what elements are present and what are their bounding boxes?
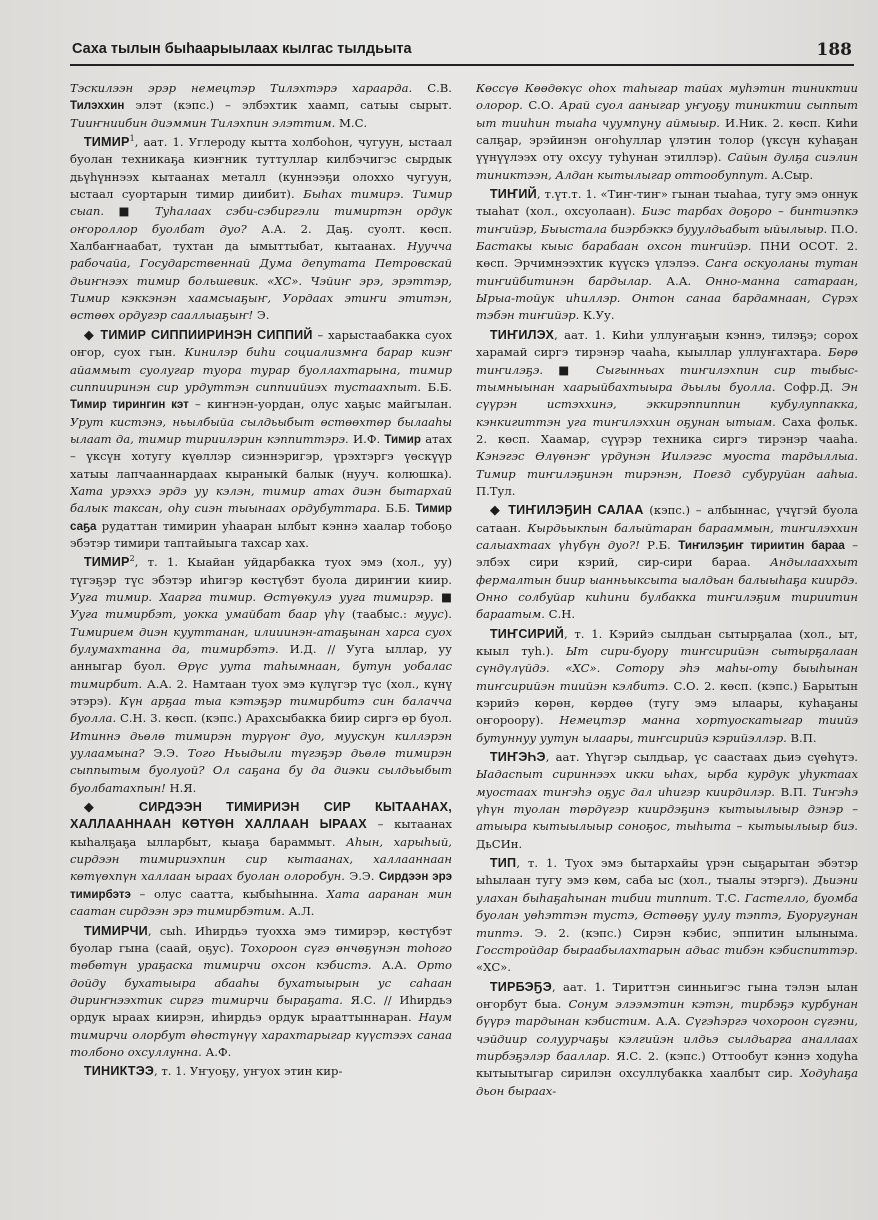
running-header (70, 38, 854, 66)
example-text: Тимирием диэн кууттанан, илииинэн-атаҕынан харса суох булумахтанна да, тимирбэтэ. (70, 624, 452, 656)
definition-text: А.А. 2. Даҕ. суолт. көсп. Халбаҥнаабат, тухтан да ымыттыбат, кытаанах. (70, 221, 452, 254)
example-text: Көссүө Көөдөкүс оһох таһыгар тайах муһэтин тиниктии олорор. (476, 81, 858, 113)
definition-text: С.В. (412, 81, 452, 95)
phrase: Тилэххин (70, 99, 125, 113)
entry-continuation (70, 80, 452, 132)
example-text: Сонум элээмэтин кэтэн, тирбэҕэ курбунан бүүрэ тардынан кэбистим. (476, 996, 858, 1029)
definition-text: Я.С. 2. (кэпс.) Оттообут кэннэ ходуһа кытыытыгар сирилэн охсуллубакка хаалбыт сир. (476, 1048, 858, 1081)
definition-text: – олус саатта, кыбыһынна. (130, 886, 327, 901)
dictionary-entry (476, 626, 858, 747)
running-title: Саха тылын быһаарыылаах кылгас тылдьыта (72, 41, 412, 57)
left-column (70, 80, 452, 1205)
dictionary-entry (70, 134, 452, 325)
definition-text: М.С. (335, 115, 368, 130)
dictionary-entry (70, 327, 452, 552)
example-text: Сайын дулҕа сиэлин тиниктээн, Алдан кытылыгар оттообуппут. (476, 150, 858, 182)
definition-text: Р.Б. (639, 537, 679, 552)
definition-text: (кэпс.) – албыннас, үчүгэй буола сатаан. (476, 503, 858, 535)
definition-text: «ХС». (476, 960, 511, 975)
definition-text: (таабыс.: (344, 607, 415, 622)
definition-text: ■ (104, 204, 155, 219)
example-text: Орто дойду бухатыыра абааһы бухатыырын ус саһаан дириҥнээхтик сиргэ тимирчи быраҕата. (70, 958, 452, 1007)
dictionary-entry (70, 1063, 452, 1080)
example-text: Тииҥниибин диэммин Тилэхпин элэттим. (70, 115, 336, 130)
definition-text: , т.үт.т. 1. «Тиҥ-тиҥ» гынан тыаһаа, тугу эмэ оннук тыаһат (хол., охсуолаан). (476, 187, 858, 219)
definition-text: Софр.Д. (775, 379, 842, 394)
definition-text: С.О. 2. көсп. (кэпс.) Барытын кэрийэ көрөн, көрдөө (тугу эмэ ылаары, куһаҕаны оҥороору). (476, 678, 858, 728)
example-text: Тиҥэһэ үһүн туолан төрдүгэр киирдэҕинэ кытыылыыр дэнэр – атыыра кытыылыыр соноҕос, тыһыта – кытыылыыр биэ. (476, 784, 858, 834)
example-text: Өрүс уута таһымнаан, бутун уобалас тимирбит. (70, 659, 452, 691)
idiom-marker: ◆ (83, 327, 101, 343)
example-text: «ХС». Сотору эһэ маһы-оту быыһынан тиҥсирийэн тиийэн кэлбитэ. (476, 661, 858, 693)
example-text: Ыт сири-буору тиҥсирийэн сытырҕалаан сүндүлүйдэ. (476, 644, 858, 676)
example-text: Быһах тимирэ. Тимир сыап. (70, 187, 452, 219)
example-text: Биэс тарбах доҕоро – бинтиэпкэ тиҥийэр, Быыстала биэрбэккэ бууулдьабыт ыйылыыр. (476, 204, 858, 236)
example-text: Тэскилээн эрэр немецтэр Тилэхтэрэ хараарда. (70, 81, 413, 95)
example-text: Онно-манна сатараан, Ырыа-тойук иһиллэр. Онтон санаа бардамнаан, Сүрэх тэбэн тиҥийэр. (476, 273, 858, 323)
example-text: Наум тимирчи олорбут өһөстүнүү харахтарыгар күүстээх санаа толбоно охсуллуннa. (70, 1010, 452, 1059)
phrase: Тиҥилэҕиҥ тириитин бараа (678, 538, 845, 552)
definition-text: П.Тул. (476, 483, 516, 498)
example-text: Дьиэни улахан быһаҕаһынан тибии типпит. (476, 873, 858, 905)
example-text: муус (414, 607, 444, 622)
definition-text: – кытаанах кыһалҕаҕа ылларбыт, кыаҕа бараммыт. (70, 817, 452, 849)
definition-text: элэт (кэпс.) – элбэхтик хаамп, сатыы сырыт. (124, 98, 452, 113)
headword: ТИМИР (83, 555, 130, 570)
definition-text: , т. 1. Кыайан уйдарбакка туох эмэ (хол., уу) түгэҕэр түс эбэтэр иһигэр көстүбэт буола дириҥии киир. (70, 555, 452, 587)
definition-text: А.Л. (284, 904, 315, 919)
definition-text: ■ (543, 362, 597, 377)
headword: ТИҤИЛЭХ (489, 327, 555, 342)
definition-text: атах – үксүн хотугу күөллэр сиэннэригэр, үрэхтэргэ үөскүүр хатыы лапчааннардаах кыраныкй балык (нууч. колюшка). (70, 431, 452, 481)
definition-text: П.О. (827, 221, 858, 236)
definition-text: И.Ник. 2. көсп. Киһи салҕар, эрэйинэн оҥоһуллар үлэтин толор (үксүн куһаҕан үүнүүлээх оту охсуу туһунан этиллэр). (476, 115, 858, 165)
dictionary-entry (70, 799, 452, 920)
example-text: Кэнэгэс Өлүөнэҥ үрдунэн Иилэгэс муоста тардыллыа. Тимир тиҥилэҕинэн тирэнэн, Поезд субуруйан ааһыа. (476, 449, 858, 481)
dictionary-entry (70, 554, 452, 797)
example-text: Немецтэр манна хортуоскатыгар тиийэ бутуннуу уутун ылаары, тиҥсирийэ кэрийэллэр. (476, 713, 858, 745)
example-text: Сыгынньах тиҥилэхпин сир тыбыс-тымныынан хаарыйбахтыыра дьылы буолла. (476, 362, 858, 394)
definition-text: С.Н. (544, 607, 576, 622)
headword: ТИМИР СИППИИРИНЭН СИППИЙ (100, 327, 313, 342)
example-text: Кырдьыкпын балыйтаран барааммын, тиҥилэххин салыахтаах үһүбүн дуо?! (476, 520, 858, 552)
example-text: Ууга тимир. Хаарга тимир. Өстүөкулэ ууга тимирэр. (70, 589, 434, 604)
definition-text: Б.Б. (421, 379, 452, 394)
definition-text: , т. 1. Кэрийэ сылдьан сытырҕалаа (хол., ыт, кыыл туһ.). (476, 626, 858, 658)
definition-text: Я.С. // Иһирдьэ ордук ыраах киирэн, иһирдьэ ордук ырааттыннаран. (70, 992, 452, 1025)
headword: ТИМИРЧИ (83, 923, 148, 938)
definition-text: К.Уу. (579, 308, 615, 323)
headword: ТИНИКТЭЭ (83, 1064, 155, 1079)
phrase: Тимир саҕа (70, 502, 452, 533)
example-text: Аһын, харыһый, сирдээн тимириэхпин сир кытаанах, халлааннаан көтүөхпүн халлаан ыраах буолан олоробун. (70, 834, 452, 884)
definition-text: Э. (253, 308, 270, 323)
example-text: Госстройдар быраабылахтарын адьас тибэн кэбиспиттэр. (476, 942, 858, 957)
example-text: Эн сүүрэн истэххинэ, эккирэппиппин кубулуппакка, кэнкигиттэн уга тиҥилэххин оҕунан ытыам. (476, 379, 858, 429)
dictionary-entry (70, 923, 452, 1062)
right-column (476, 80, 858, 1205)
headword: СИРДЭЭН ТИМИРИЭН СИР КЫТААНАХ, ХАЛЛААННААН КӨТҮӨН ХАЛЛААН ЫРААХ (70, 800, 452, 832)
definition-text: Э. 2. (кэпс.) Сирэн кэбис, эппитин ылыныма. (523, 925, 858, 940)
example-text: Ыадаспыт сириннээх икки ыһах, ырба курдук уһуктаах муостаах тиҥэһэ оҕус дал иһигэр киирдилэр. (476, 767, 858, 799)
example-text: Нуучча рабочайа, Государственнай Дума депутата Петровскай дьиҥнээх тимир большевик. «ХС». Чэйиҥ эрэ, эрэттэр, Тимир кэккэнэн хаамсыаҕыҥ, Уордаах этиҥи этитэн, өстөөх ордугэр сааллыаҕыҥ! (70, 239, 452, 323)
definition-text: В.П. (774, 784, 813, 799)
definition-text: , аат. 1. Тириттэн синньигэс гына тэлэн ылан оҥорбут быа. (476, 979, 858, 1011)
definition-text: – киҥнэн-уордан, олус хаҕыс майгылан. (188, 397, 452, 412)
definition-text: И.Ф. (348, 431, 385, 446)
example-text: Хата урэххэ эрдэ уу кэлэн, тимир атах диэн бытархай балык таксан, оһу сиэн тыынаах ордубуттара. (70, 483, 452, 516)
headword: ТИМИР (83, 135, 130, 150)
idiom-marker: ◆ (489, 503, 509, 519)
definition-text: ПНИ ОСОТ. 2. көсп. Эрчимнээхтик күүскэ үлэлээ. (476, 239, 858, 271)
dictionary-entry (476, 327, 858, 500)
definition-text: Т.С. (711, 890, 745, 905)
headword: ТИП (489, 856, 517, 871)
example-text: Тохороон сүгэ өнчөҕүнэн тоһого төбөтүн ураҕаска тимирчи охсон кэбистэ. (70, 940, 452, 973)
example-text: Того Ньыдыли түгэҕэр дьөлө тимирэн сыппытым буолуой? Ол саҕана бу да диэки сылдьыбыт буолбатахпын! (70, 746, 452, 795)
definition-text (550, 661, 566, 675)
definition-text: – элбэх сири кэрий, сир-сири бараа. (476, 537, 858, 570)
example-text: Сүгэһэргэ чохороон сүгэни, чэйдиир солуурчаҕы кэлгийэн илдьэ сылдьарга аналлаах тирбэҕэлэр бааллар. (476, 1014, 858, 1063)
definition-text: А.А. (651, 273, 706, 288)
definition-text: рудаттан тимирин уһааран ылбыт кэннэ хаалар тобоҕо эбэтэр тимири таптайыыга тахсар хах. (70, 518, 452, 550)
definition-text: , аат. 1. Киһи уллуҥаҕын кэннэ, тилэҕэ; сорох харамай сиргэ тирэнэр чааһа, кыыллар уллуҥахтара. (476, 327, 858, 360)
headword: ТИҤИЛЭҔИН САЛАА (508, 503, 644, 518)
dictionary-entry (476, 855, 858, 976)
example-text: Күн арҕаа тыа кэтэҕэр тимирбитэ син балачча буолла. (70, 694, 452, 726)
dictionary-entry (476, 502, 858, 623)
dictionary-entry (476, 749, 858, 853)
definition-text: , аат. Үһүгэр сылдьар, үс саастаах дьиэ сүөһүтэ. (545, 750, 858, 765)
definition-text: , сыһ. Иһирдьэ туохха эмэ тимирэр, көстүбэт буолар гына (саай, оҕус). (70, 923, 452, 955)
definition-text: , аат. 1. Углероду кытта холбоһон, чугуун, ыстаал буолан техникаҕа киэҥник туттуллар килбэчигэс сырдык дьүһүннээх кытаанах металл (куннээҕи олоххо чугуун, ыстаал суортарын тимир диибит). (70, 135, 452, 202)
dictionary-entry (476, 186, 858, 325)
example-text: Хата ааранан мин саатан сирдээн эрэ тимирбэтим. (70, 886, 452, 919)
homonym-index: 2 (129, 554, 135, 564)
example-text: Урут кистэнэ, ньылбыйа сылдьыбыт өстөөхтөр былааһы ылаат да, тимир тириилэрин кэппиттэрэ. (70, 414, 452, 446)
example-text: Арай суол ааныгар уҥуоҕу тиниктии сыппыт ыт тииһин тыаһа чуумпуну аймыыр. (476, 98, 858, 130)
definition-text: , т. 1. Уҥуоҕу, уҥуох этин кир- (154, 1064, 343, 1079)
homonym-index: 1 (129, 134, 135, 144)
example-text: Итиннэ дьөлө тимирэн турүоҥ дуо, муускун киллэрэн уулаамына? (70, 728, 452, 761)
definition-text: Саха фольк. 2. көсп. Хаамар, сүүрэр техника сиргэ тирэнэр чааһа. (476, 414, 858, 446)
definition-text: Э.Э. (144, 746, 188, 761)
headword: ТИҤЭҺЭ (489, 750, 546, 765)
definition-text: С.Н. 3. көсп. (кэпс.) Арахсыбакка биир сиргэ өр буол. (116, 711, 452, 726)
definition-text: А.Сыр. (767, 167, 814, 182)
example-text: Кинилэр биһи социализмҥа барар киэҥ айаммыт суолугар туора турар буоллахтарына, тимир сиппииринэн сир урдуттэн сиппиийиэх тустаахпыт. (70, 345, 452, 394)
example-text: Андылааххыт фермалтын биир ыанньыксыта ыалдьан балыыһаҕа киирдэ. Онно солбуйар киһини булбакка тиҥилэҕим тириитин бараатым. (476, 555, 858, 622)
example-text: Саҥа оскуоланы тутан тиҥийбитинэн бардылар. (476, 256, 858, 288)
example-text: Ходуһаҕа дьон быраах- (476, 1066, 858, 1098)
entry-continuation (476, 80, 858, 184)
definition-text: И.Д. // Ууга ыллар, уу анныгар буол. (70, 642, 452, 674)
phrase: Тимир тирингин кэт (70, 398, 189, 412)
definition-text: ДьСИн. (476, 836, 523, 851)
example-text: Бастакы кыыс барабаан охсон тиҥийэр. (476, 239, 752, 254)
definition-text: – харыстаабакка суох оҥор, суох гын. (70, 327, 452, 360)
example-text: Ууга тимирбэт, уокка умайбат баар үһү (70, 607, 345, 622)
phrase: Тимир (384, 432, 421, 446)
definition-text: С.О. (522, 98, 560, 113)
definition-text: В.П. (786, 730, 817, 745)
definition-text: А.Ф. (201, 1044, 232, 1059)
phrase: Сирдээн эрэ тимирбэтэ (70, 870, 452, 901)
definition-text: ■ (433, 589, 452, 604)
definition-text: , т. 1. Туох эмэ бытархайы үрэн сыҕарытан эбэтэр ыһылаан тугу эмэ көм, саба ыс (хол., тыалы этэргэ). (476, 856, 858, 888)
definition-text: Б.Б. (380, 501, 416, 516)
headword: ТИҤСИРИЙ (489, 626, 564, 641)
example-text: Бөрө тиҥилэҕэ. (476, 345, 858, 377)
example-text: Гастелло, буомба буолан уөһэттэн тустэ, Өстөөҕү уулу тэптэ, Буоругунан типтэ. (476, 890, 858, 940)
dictionary-entry (476, 979, 858, 1100)
headword: ТИРБЭҔЭ (489, 979, 552, 994)
page-number: 188 (816, 40, 852, 60)
example-text: Туһалаах сэби-сэбиргэли тимиртэн ордук оҥороллор буолбат дуо? (70, 204, 452, 236)
headword: ТИҤИЙ (489, 187, 537, 202)
definition-text: Н.Я. (165, 780, 197, 795)
definition-text: ). (443, 607, 452, 622)
idiom-marker: ◆ (83, 800, 139, 816)
definition-text: А.А. (650, 1014, 686, 1029)
definition-text: А.А. 2. Намтаан туох эмэ күлүгэр түс (хол., күнү этэрэ). (70, 676, 452, 709)
definition-text: Э.Э. (344, 869, 379, 884)
definition-text: А.А. (371, 958, 418, 973)
